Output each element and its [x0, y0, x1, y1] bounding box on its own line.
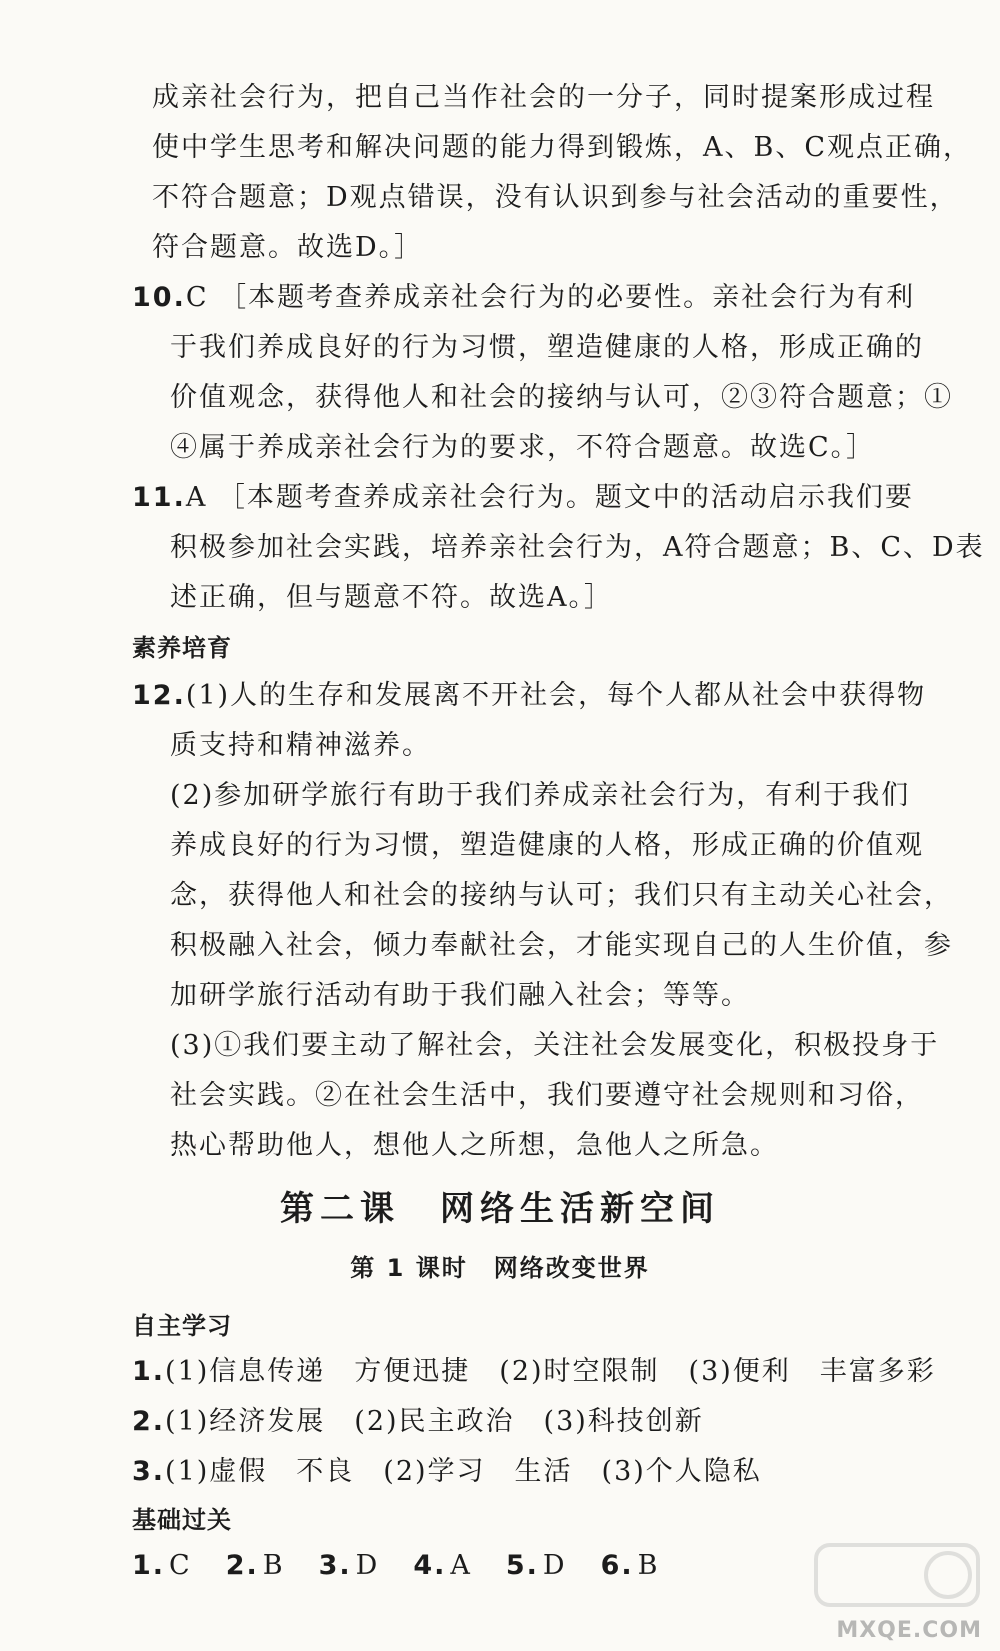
item-number: 1. [132, 1356, 166, 1387]
question-text: (1)人的生存和发展离不开社会，每个人都从社会中获得物 [185, 680, 927, 711]
basic-answers-row [132, 1544, 693, 1588]
text-line: 述正确，但与题意不符。故选A。］ [170, 582, 613, 613]
question-number: 10. [132, 282, 186, 313]
question-10 [132, 276, 915, 320]
question-12 [132, 674, 926, 718]
text-line: 符合题意。故选D。］ [152, 232, 424, 263]
item-text: (1)经济发展 (2)民主政治 (3)科技创新 [165, 1406, 704, 1437]
question-number: 11. [132, 482, 186, 513]
section-heading-jichu: 基础过关 [132, 1506, 232, 1534]
answer-item: 5. D [505, 1550, 567, 1581]
self-study-item [132, 1350, 936, 1394]
question-text: C ［本题考查养成亲社会行为的必要性。亲社会行为有利 [185, 282, 916, 313]
item-text: (1)信息传递 方便迅捷 (2)时空限制 (3)便利 丰富多彩 [165, 1356, 936, 1387]
section-heading-suyang: 素养培育 [132, 634, 232, 662]
item-number: 3. [132, 1456, 166, 1487]
text-line: (3)①我们要主动了解社会，关注社会发展变化，积极投身于 [170, 1030, 940, 1061]
text-line: 不符合题意；D观点错误，没有认识到参与社会活动的重要性， [152, 182, 959, 213]
item-text: (1)虚假 不良 (2)学习 生活 (3)个人隐私 [165, 1456, 762, 1487]
self-study-item [132, 1400, 704, 1444]
answer-item: 4. A [413, 1550, 472, 1581]
text-line: 热心帮助他人，想他人之所想，急他人之所急。 [170, 1130, 779, 1161]
text-line: 积极融入社会，倾力奉献社会，才能实现自己的人生价值，参 [170, 930, 953, 961]
section-heading-zizhu: 自主学习 [132, 1312, 232, 1340]
self-study-item [132, 1450, 762, 1494]
lesson-title: 第 1 课时 网络改变世界 [350, 1254, 650, 1282]
question-text: A ［本题考查养成亲社会行为。题文中的活动启示我们要 [185, 482, 914, 513]
text-line: ④属于养成亲社会行为的要求，不符合题意。故选C。］ [170, 432, 876, 463]
text-line: 养成良好的行为习惯，塑造健康的人格，形成正确的价值观 [170, 830, 924, 861]
answer-item: 2. B [225, 1550, 285, 1581]
text-line: (2)参加研学旅行有助于我们养成亲社会行为，有利于我们 [170, 780, 911, 811]
text-line: 积极参加社会实践，培养亲社会行为，A符合题意；B、C、D表 [170, 532, 985, 563]
watermark-text: MXQE.COM [836, 1618, 982, 1643]
text-line: 使中学生思考和解决问题的能力得到锻炼，A、B、C观点正确， [152, 132, 972, 163]
text-line: 于我们养成良好的行为习惯，塑造健康的人格，形成正确的 [170, 332, 924, 363]
answer-item: 3. D [318, 1550, 380, 1581]
answer-item: 1. C [132, 1550, 192, 1581]
text-line: 价值观念，获得他人和社会的接纳与认可，②③符合题意；① [170, 382, 953, 413]
text-line: 质支持和精神滋养。 [170, 730, 431, 761]
answer-item: 6. B [600, 1550, 660, 1581]
text-line: 成亲社会行为，把自己当作社会的一分子，同时提案形成过程 [152, 82, 935, 113]
text-line: 社会实践。②在社会生活中，我们要遵守社会规则和习俗， [170, 1080, 924, 1111]
item-number: 2. [132, 1406, 166, 1437]
text-line: 念，获得他人和社会的接纳与认可；我们只有主动关心社会， [170, 880, 953, 911]
question-number: 12. [132, 680, 186, 711]
question-11 [132, 476, 914, 520]
chapter-title: 第二课 网络生活新空间 [280, 1189, 720, 1229]
text-line: 加研学旅行活动有助于我们融入社会；等等。 [170, 980, 750, 1011]
